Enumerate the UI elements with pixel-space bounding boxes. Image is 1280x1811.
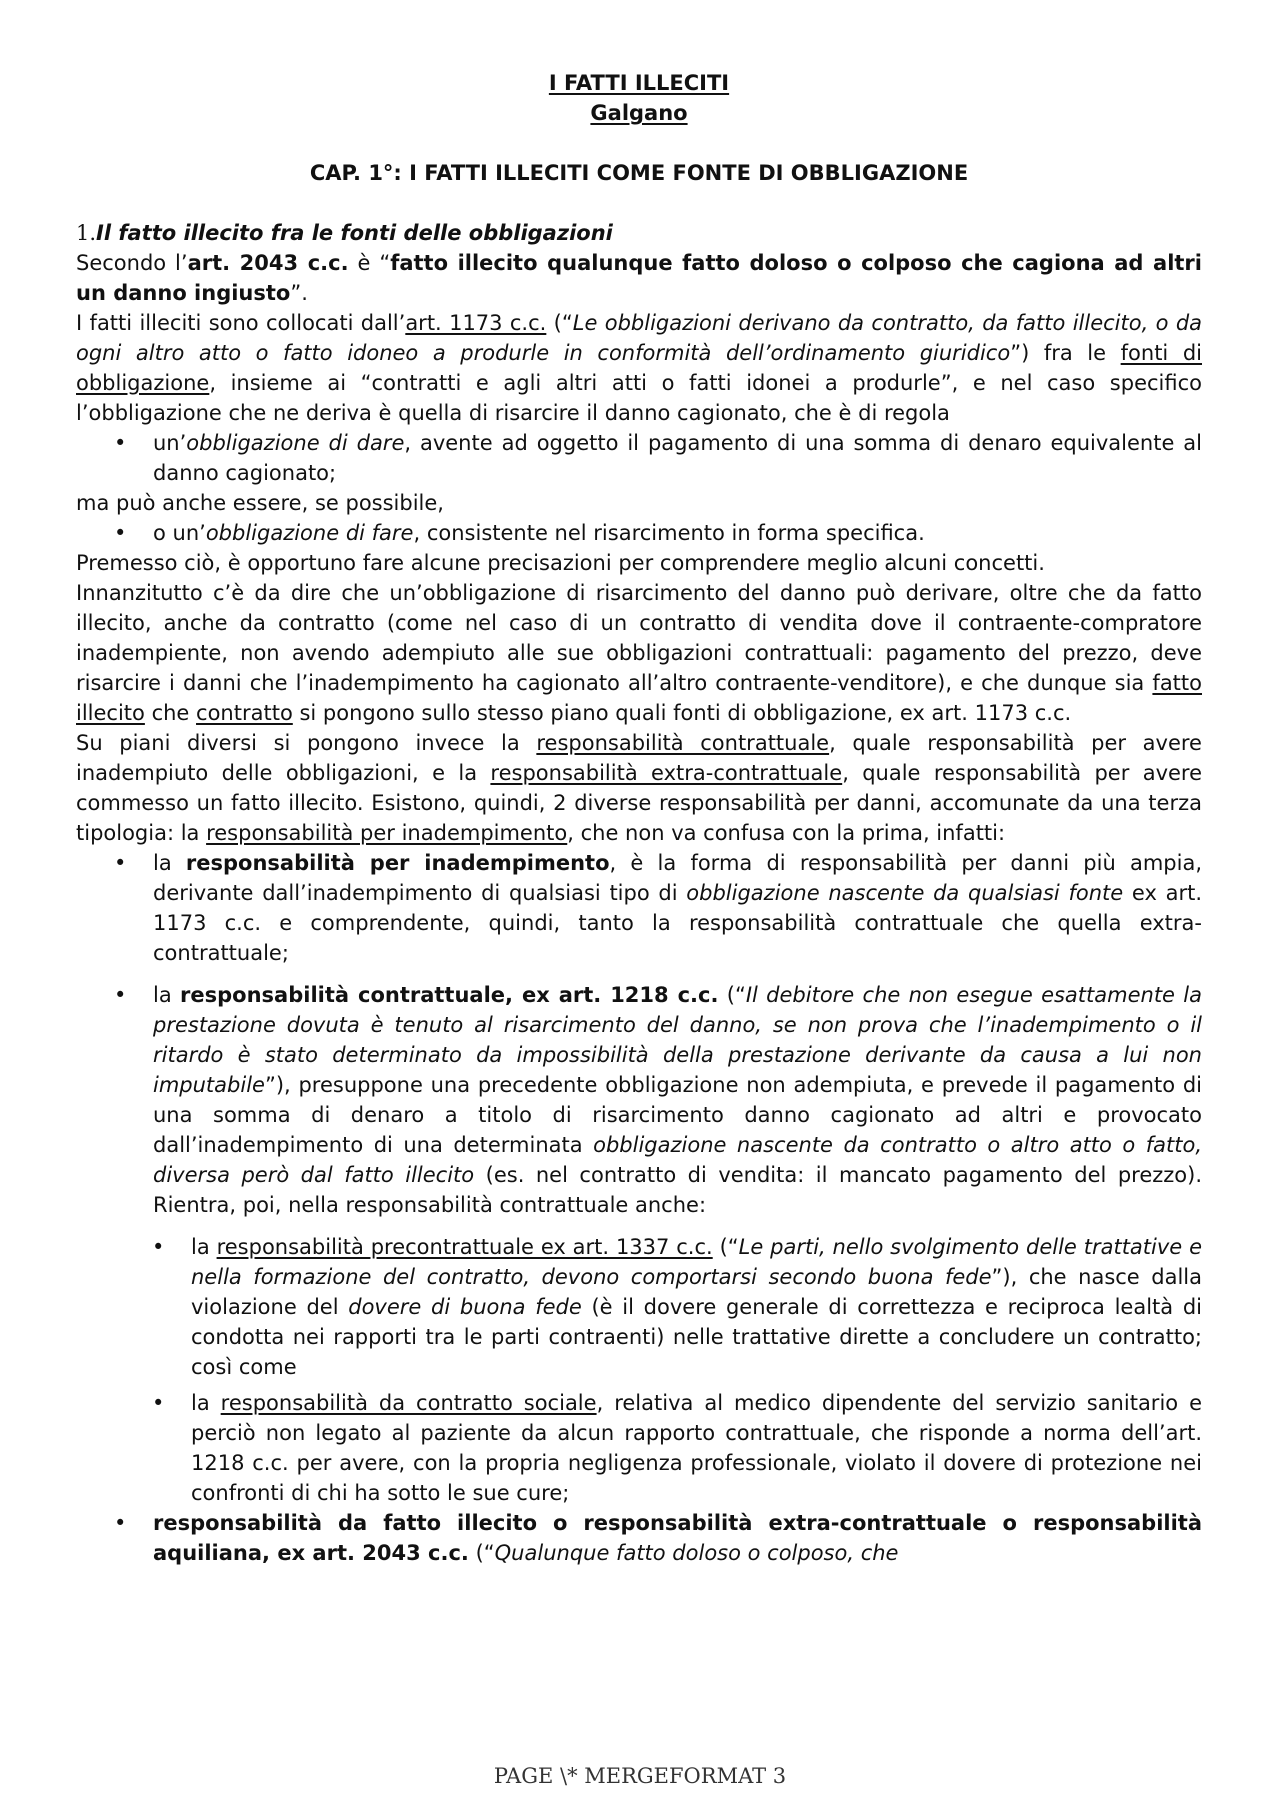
text-run: (è il dovere generale di correttezza e reciproca lealtà di condotta nei rapporti tra le parti contraenti) nelle trattative dirette a concludere un contratto; così come [191, 1295, 1202, 1379]
bold-run: responsabilità contrattuale, ex art. 1218 c.c. [180, 983, 719, 1007]
text-run: ”. [290, 281, 308, 305]
underlined-run: responsabilità contrattuale [536, 731, 830, 755]
paragraph-art-2043 [76, 248, 1202, 308]
list-item [76, 1388, 1202, 1508]
italic-quote: Qualunque fatto doloso o colposo, che [494, 1541, 899, 1565]
document-title: I FATTI ILLECITI [548, 71, 730, 95]
text-run: che [144, 701, 197, 725]
paragraph-premessa: Premesso ciò, è opportuno fare alcune precisazioni per comprendere meglio alcuni concetti. [76, 551, 1045, 575]
text-run: (“ [546, 311, 573, 335]
text-run: la [191, 1235, 217, 1259]
text-run: la [191, 1391, 221, 1415]
text-run: , che non va confusa con la prima, infatti: [567, 821, 1006, 845]
text-run: , quale responsabilità per avere inadempiuto delle obbligazioni, e la [76, 731, 1202, 785]
bold-run: responsabilità per inadempimento [185, 851, 610, 875]
list-item [76, 428, 1202, 488]
bold-quote: fatto illecito qualunque fatto doloso o colposo che cagiona ad altri un danno ingiusto [76, 251, 1202, 305]
italic-run: obbligazione di dare [186, 431, 405, 455]
text-run: ex art. 1173 c.c. e comprendente, quindi, tanto la responsabilità contrattuale che quella extra-contrattuale; [153, 881, 1203, 965]
bullet-list-obbligazioni [76, 428, 1202, 488]
underlined-run: responsabilità da contratto sociale [220, 1391, 597, 1415]
italic-run: obbligazione nascente da qualsiasi fonte [686, 881, 1124, 905]
text-run: , insieme ai “contratti e agli altri atti o fatti idonei a produrle”, e nel caso specifico l’obbligazione che ne deriva è quella di risarcire il danno cagionato, che è di regola [76, 371, 1202, 425]
text-run: Innanzitutto c’è da dire che un’obbligazione di risarcimento del danno può derivare, oltre che da fatto illecito, anche da contratto (come nel caso di un contratto di vendita dove il contraente-compratore inadempiente, non avendo adempiuto alle sue obbligazioni contrattuali: pagamento del prezzo, deve risarcire i danni che l’inadempimento ha cagionato all’altro contraente-venditore), e che dunque sia [76, 581, 1202, 695]
italic-run: dovere di buona fede [348, 1295, 582, 1319]
text-run: o un’ [153, 521, 206, 545]
underlined-run: contratto [196, 701, 293, 725]
sub-bullet-list [76, 1232, 1202, 1508]
section-title: Il fatto illecito fra le fonti delle obbligazioni [96, 221, 613, 245]
paragraph-transition: ma può anche essere, se possibile, [76, 491, 444, 515]
text-run: Secondo l’ [76, 251, 188, 275]
document-author: Galgano [590, 101, 688, 125]
text-run: (es. nel contratto di vendita: il mancato pagamento del prezzo). Rientra, poi, nella responsabilità contrattuale anche: [153, 1163, 1203, 1217]
text-run: (“ [718, 983, 746, 1007]
list-item [76, 1232, 1202, 1382]
italic-quote: Le obbligazioni derivano da contratto, da fatto illecito, o da ogni altro atto o fatto idoneo a produrle in conformità dell’ordinamento giuridico [76, 311, 1203, 365]
text-run: (“ [712, 1235, 739, 1259]
underlined-run: art. 1173 c.c. [405, 311, 547, 335]
text-run: ”), presuppone una precedente obbligazione non adempiuta, e prevede il pagamento di una somma di denaro a titolo di risarcimento danno cagionato ad altri e provocato dall’inadempimento di una determinata [153, 1073, 1202, 1157]
section-heading [76, 218, 1202, 248]
underlined-run: fonti di obbligazione [76, 341, 1202, 395]
italic-run: obbligazione di fare [205, 521, 414, 545]
list-item [76, 1508, 1202, 1568]
list-item [76, 848, 1202, 968]
document-body [76, 68, 1202, 1568]
text-run: ”), che nasce dalla violazione del [191, 1265, 1202, 1319]
bold-run: art. 2043 c.c. [187, 251, 349, 275]
underlined-run: fatto illecito [76, 671, 1202, 725]
list-item [76, 518, 1202, 548]
bold-run: responsabilità da fatto illecito o responsabilità extra-contrattuale o responsabilità aquiliana, ex art. 2043 c.c. [153, 1511, 1202, 1565]
section-number: 1. [76, 221, 97, 245]
document-title-block [76, 68, 1202, 128]
page-footer-field: PAGE \* MERGEFORMAT 3 [493, 1764, 787, 1788]
text-run: Su piani diversi si pongono invece la [76, 731, 537, 755]
text-run: (“ [468, 1541, 495, 1565]
text-run: I fatti illeciti sono collocati dall’ [76, 311, 406, 335]
italic-run: obbligazione nascente da contratto o altro atto o fatto, diversa però dal fatto illecito [153, 1133, 1202, 1187]
bullet-list-fare [76, 518, 1202, 548]
paragraph-art-1173 [76, 308, 1202, 428]
text-run: un’ [153, 431, 187, 455]
text-run: la [153, 983, 181, 1007]
paragraph-piani-diversi [76, 728, 1202, 848]
text-run: , quale responsabilità per avere commesso un fatto illecito. Esistono, quindi, 2 diverse responsabilità per danni, accomunate da una terza tipologia: la [76, 761, 1203, 845]
italic-quote: Il debitore che non esegue esattamente la prestazione dovuta è tenuto al risarcimento del danno, se non prova che l’inadempimento o il ritardo è stato determinato da impossibilità della prestazione derivante da causa a lui non imputabile [153, 983, 1202, 1097]
underlined-run: responsabilità extra-contrattuale [490, 761, 843, 785]
chapter-heading: CAP. 1°: I FATTI ILLECITI COME FONTE DI OBBLIGAZIONE [309, 161, 969, 185]
bullet-list-responsabilita [76, 848, 1202, 1508]
text-run: , relativa al medico dipendente del servizio sanitario e perciò non legato al paziente da alcun rapporto contrattuale, che risponde a norma dell’art. 1218 c.c. per avere, con la propria negligenza professionale, violato il dovere di protezione nei confronti di chi ha sotto le sue cure; [191, 1391, 1203, 1505]
text-run: , consistente nel risarcimento in forma specifica. [413, 521, 925, 545]
text-run: , è la forma di responsabilità per danni più ampia, derivante dall’inadempimento di qualsiasi tipo di [153, 851, 1203, 905]
text-run: la [153, 851, 186, 875]
italic-quote: Le parti, nello svolgimento delle trattative e nella formazione del contratto, devono comportarsi secondo buona fede [191, 1235, 1202, 1289]
paragraph-innanzitutto [76, 578, 1202, 728]
underlined-run: responsabilità precontrattuale ex art. 1337 c.c. [216, 1235, 713, 1259]
underlined-run: responsabilità per inadempimento [206, 821, 568, 845]
text-run: si pongono sullo stesso piano quali fonti di obbligazione, ex art. 1173 c.c. [292, 701, 1072, 725]
text-run: , avente ad oggetto il pagamento di una somma di denaro equivalente al danno cagionato; [153, 431, 1202, 485]
bullet-list-aquiliana [76, 1508, 1202, 1568]
text-run: ”) fra le [1010, 341, 1121, 365]
text-run: è “ [348, 251, 391, 275]
list-item [76, 980, 1202, 1508]
